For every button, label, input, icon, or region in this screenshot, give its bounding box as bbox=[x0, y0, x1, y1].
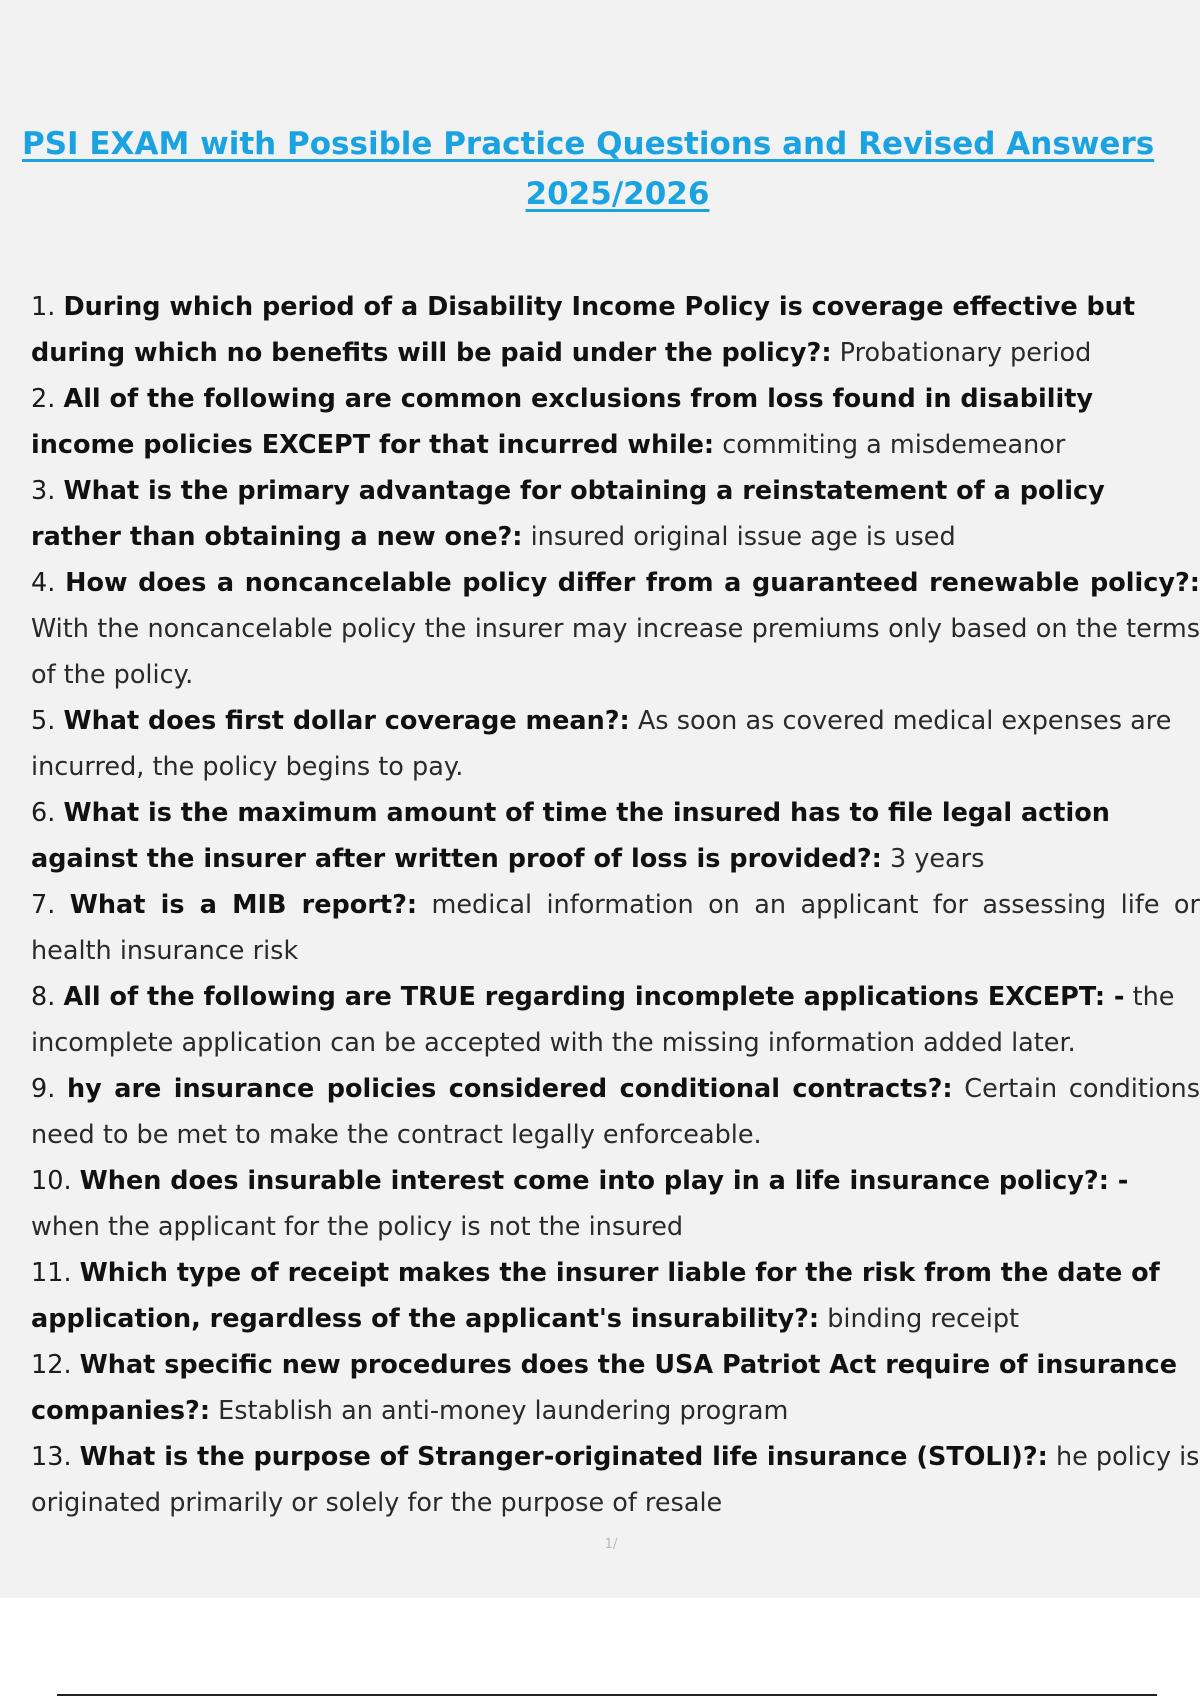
answer-text: Certain conditions need to be met to make the contract legally enforceable. bbox=[31, 1074, 1200, 1150]
answer-text: binding receipt bbox=[827, 1304, 1019, 1334]
page-number: 1/ bbox=[604, 1537, 618, 1552]
question-text: During which period of a Disability Income Policy is coverage effective but during which no benefits will be paid under the policy?: bbox=[31, 292, 1136, 368]
answer-text: the incomplete application can be accepted with the missing information added later. bbox=[31, 982, 1175, 1058]
question-text: What does first dollar coverage mean?: bbox=[63, 706, 630, 736]
document-title: PSI EXAM with Possible Practice Questions and Revised Answers bbox=[22, 126, 1155, 162]
question-item-7: 7. What is a MIB report?: medical information on an applicant for assessing life or health insurance risk bbox=[31, 890, 1200, 966]
question-list bbox=[31, 284, 1200, 1526]
question-item-2: 2. All of the following are common exclusions from loss found in disability income policies EXCEPT for that incurred while: commiting a misdemeanor bbox=[31, 384, 1094, 460]
question-item-9: 9. hy are insurance policies considered conditional contracts?: Certain conditions need to be met to make the contract legally enforceable. bbox=[31, 1074, 1200, 1150]
answer-text: Establish an anti-money laundering program bbox=[218, 1396, 789, 1426]
answer-text: he policy is originated primarily or solely for the purpose of resale bbox=[31, 1442, 1200, 1518]
question-text: What specific new procedures does the USA Patriot Act require of insurance companies?: bbox=[31, 1350, 1178, 1426]
question-text: How does a noncancelable policy differ from a guaranteed renewable policy?: bbox=[65, 568, 1200, 598]
answer-text: Probationary period bbox=[839, 338, 1092, 368]
question-text: What is the primary advantage for obtaining a reinstatement of a policy rather than obtaining a new one?: bbox=[31, 476, 1105, 552]
question-text: What is the purpose of Stranger-originated life insurance (STOLI)?: bbox=[79, 1442, 1048, 1472]
question-item-8: 8. All of the following are TRUE regarding incomplete applications EXCEPT: - the incomplete application can be accepted with the missing information added later. bbox=[31, 982, 1175, 1058]
question-text: Which type of receipt makes the insurer liable for the risk from the date of application, regardless of the applicant's insurability?: bbox=[31, 1258, 1160, 1334]
question-item-5: 5. What does first dollar coverage mean?: As soon as covered medical expenses are incurred, the policy begins to pay. bbox=[31, 706, 1172, 782]
question-text: When does insurable interest come into play in a life insurance policy?: - bbox=[79, 1166, 1129, 1196]
question-item-6: 6. What is the maximum amount of time the insured has to file legal action against the insurer after written proof of loss is provided?: 3 years bbox=[31, 798, 1110, 874]
question-item-12: 12. What specific new procedures does the USA Patriot Act require of insurance companies?: Establish an anti-money laundering program bbox=[31, 1350, 1178, 1426]
question-item-1: 1. During which period of a Disability Income Policy is coverage effective but during which no benefits will be paid under the policy?: Probationary period bbox=[31, 292, 1136, 368]
answer-text: As soon as covered medical expenses are incurred, the policy begins to pay. bbox=[31, 706, 1172, 782]
bottom-divider bbox=[57, 1694, 1157, 1696]
answer-text: commiting a misdemeanor bbox=[722, 430, 1066, 460]
question-text: hy are insurance policies considered conditional contracts?: bbox=[67, 1074, 953, 1104]
answer-text: medical information on an applicant for assessing life or health insurance risk bbox=[31, 890, 1200, 966]
answer-text: insured original issue age is used bbox=[530, 522, 956, 552]
answer-text: when the applicant for the policy is not the insured bbox=[31, 1212, 684, 1242]
question-text: All of the following are common exclusions from loss found in disability income policies EXCEPT for that incurred while: bbox=[31, 384, 1094, 460]
question-item-3: 3. What is the primary advantage for obtaining a reinstatement of a policy rather than obtaining a new one?: insured original issue age is used bbox=[31, 476, 1105, 552]
document-subtitle: 2025/2026 bbox=[525, 176, 710, 212]
question-item-4: 4. How does a noncancelable policy differ from a guaranteed renewable policy?: With the noncancelable policy the insurer may increase premiums only based on the terms of the policy. bbox=[31, 568, 1200, 690]
answer-text: With the noncancelable policy the insurer may increase premiums only based on the terms of the policy. bbox=[31, 614, 1200, 690]
answer-text: 3 years bbox=[889, 844, 985, 874]
question-text: All of the following are TRUE regarding incomplete applications EXCEPT: - bbox=[63, 982, 1125, 1012]
question-text: What is the maximum amount of time the insured has to file legal action against the insurer after written proof of loss is provided?: bbox=[31, 798, 1110, 874]
question-item-11: 11. Which type of receipt makes the insurer liable for the risk from the date of application, regardless of the applicant's insurability?: binding receipt bbox=[31, 1258, 1160, 1334]
question-item-10: 10. When does insurable interest come into play in a life insurance policy?: - when the applicant for the policy is not the insured bbox=[31, 1166, 1129, 1242]
question-item-13: 13. What is the purpose of Stranger-originated life insurance (STOLI)?: he policy is originated primarily or solely for the purpose of resale bbox=[31, 1442, 1200, 1518]
question-text: What is a MIB report?: bbox=[69, 890, 418, 920]
